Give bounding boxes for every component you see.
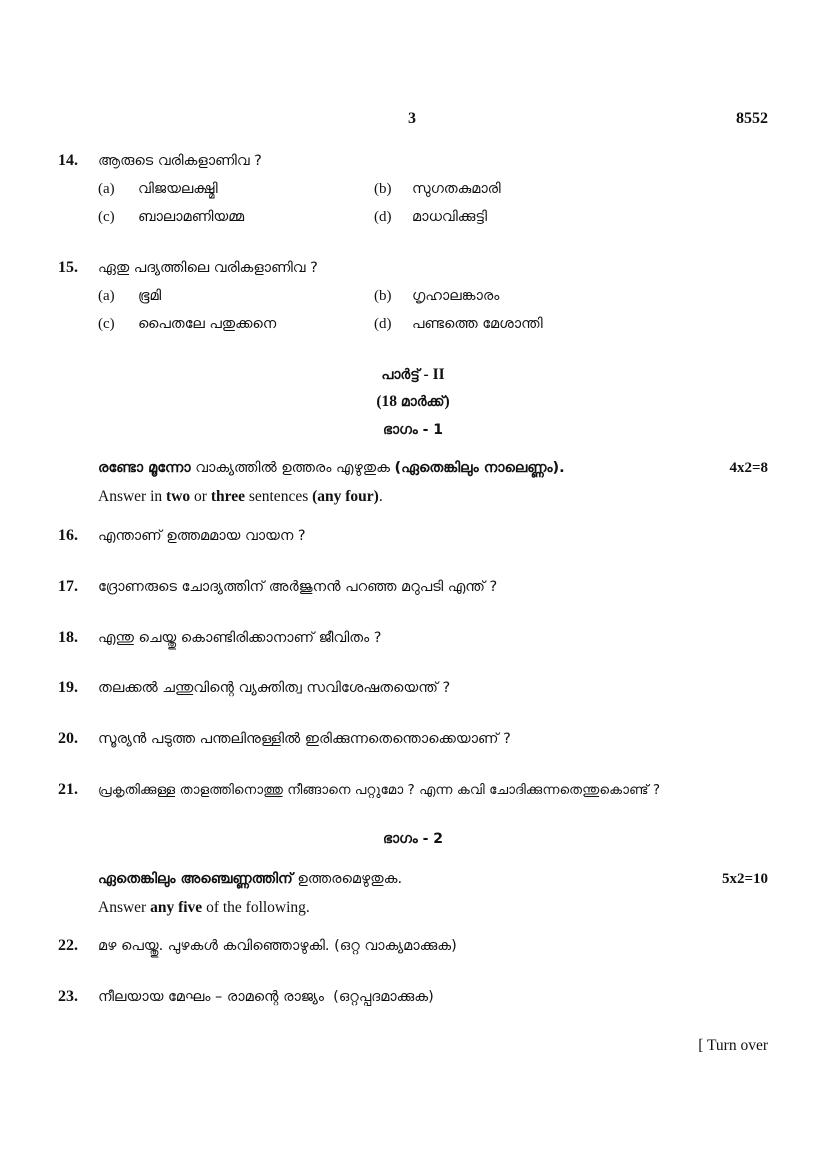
part-title	[0, 366, 826, 384]
section-2-title: ഭാഗം - 2	[382, 831, 443, 847]
instruction-en	[98, 488, 383, 506]
instr2-en-c: of the following.	[202, 899, 310, 916]
option-text: വിജയലക്ഷ്മി	[138, 181, 218, 197]
question-number: 20.	[58, 730, 78, 747]
question-text: ദ്രോണരുടെ ചോദ്യത്തിന് അർജുനൻ പറഞ്ഞ മറുപടി എന്ത് ?	[98, 579, 498, 595]
section-1-marks: 4x2=8	[729, 460, 768, 476]
option-label: (b)	[374, 181, 392, 197]
instr-en-c: or	[190, 488, 211, 505]
instr-en-b: two	[166, 488, 191, 505]
question-text: തലക്കൽ ചന്തുവിന്റെ വ്യക്തിത്വ സവിശേഷതയെന്ത് ?	[98, 680, 451, 696]
question-number: 21.	[58, 781, 78, 798]
instruction-ml	[98, 460, 565, 477]
page-number: 3	[408, 110, 416, 127]
section-2-marks: 5x2=10	[721, 871, 768, 887]
option-label: (c)	[98, 209, 115, 225]
instruction-2-plain: ഉത്തരമെഴുതുക.	[292, 871, 403, 887]
question-text: ഏതു പദ്യത്തിലെ വരികളാണിവ ?	[98, 260, 318, 276]
instr-en-a: Answer in	[98, 488, 167, 505]
option-text: ഗൃഹാലങ്കാരം	[412, 288, 500, 304]
instr2-en-a: Answer	[98, 899, 151, 916]
question-text: ആരുടെ വരികളാണിവ ?	[98, 153, 262, 169]
option-text: ബാലാമണിയമ്മ	[138, 209, 245, 225]
instruction-bold-b: (ഏതെങ്കിലും നാലെണ്ണം).	[394, 460, 565, 476]
question-text: എന്താണ് ഉത്തമമായ വായന ?	[98, 528, 306, 544]
instruction-2-bold: ഏതെങ്കിലും അഞ്ചെണ്ണത്തിന്	[98, 871, 293, 887]
option-text: ഭൂമി	[138, 288, 162, 304]
option-label: (a)	[98, 288, 115, 304]
instr-en-e: sentences	[244, 488, 313, 505]
instruction-bold-a: രണ്ടോ മൂന്നോ	[98, 460, 191, 476]
instruction-plain: വാക്യത്തിൽ ഉത്തരം എഴുതുക	[190, 460, 395, 476]
instruction-2-ml	[98, 871, 402, 888]
question-text: പ്രകൃതിക്കുള്ള താളത്തിനൊത്തു നീങ്ങാനെ പറ്റുമോ ? എന്ന കവി ചോദിക്കുന്നതെന്തുകൊണ്ട് ?	[98, 782, 661, 798]
question-number: 23.	[58, 988, 78, 1005]
option-label: (b)	[374, 288, 392, 304]
option-label: (d)	[374, 209, 392, 225]
paper-code: 8552	[736, 110, 768, 127]
marks-ml: മാർക്ക്	[400, 394, 445, 410]
question-number: 22.	[58, 937, 78, 954]
question-number: 16.	[58, 527, 78, 544]
question-number: 14.	[58, 152, 78, 169]
question-number: 19.	[58, 679, 78, 696]
question-text: മഴ പെയ്തു. പുഴകൾ കവിഞ്ഞൊഴുകി. (ഒറ്റ വാക്യമാക്കുക)	[98, 938, 457, 954]
instruction-2-en	[98, 899, 310, 917]
instr2-en-b: any five	[150, 899, 203, 916]
question-number: 15.	[58, 259, 78, 276]
marks-open: (18	[376, 393, 401, 410]
option-label: (a)	[98, 181, 115, 197]
instr-en-d: three	[210, 488, 245, 505]
part-title-ml: പാർട്ട്	[381, 367, 420, 383]
question-number: 17.	[58, 578, 78, 595]
option-label: (c)	[98, 316, 115, 332]
option-text: പണ്ടത്തെ മേശാന്തി	[412, 316, 543, 332]
option-text: പൈതലേ പതുക്കനെ	[138, 316, 277, 332]
section-1-title: ഭാഗം - 1	[382, 422, 443, 438]
question-text: നീലയായ മേഘം – രാമന്റെ രാജ്യം (ഒറ്റപ്പദമാക്കുക)	[98, 989, 434, 1005]
turn-over-label: [ Turn over	[698, 1037, 768, 1054]
option-text: സുഗതകുമാരി	[412, 181, 501, 197]
question-number: 18.	[58, 629, 78, 646]
question-text: സൂര്യൻ പടുത്ത പന്തലിനുള്ളിൽ ഇരിക്കുന്നതെന്തൊക്കെയാണ് ?	[98, 731, 511, 747]
question-text: എന്തു ചെയ്തു കൊണ്ടിരിക്കാനാണ് ജീവിതം ?	[98, 630, 382, 646]
option-text: മാധവിക്കുട്ടി	[412, 209, 488, 225]
instr-en-g: .	[378, 488, 383, 505]
part-title-roman: - II	[419, 366, 445, 383]
instr-en-f: (any four)	[312, 488, 379, 505]
marks-close: )	[444, 393, 450, 410]
option-label: (d)	[374, 316, 392, 332]
part-marks	[0, 393, 826, 411]
